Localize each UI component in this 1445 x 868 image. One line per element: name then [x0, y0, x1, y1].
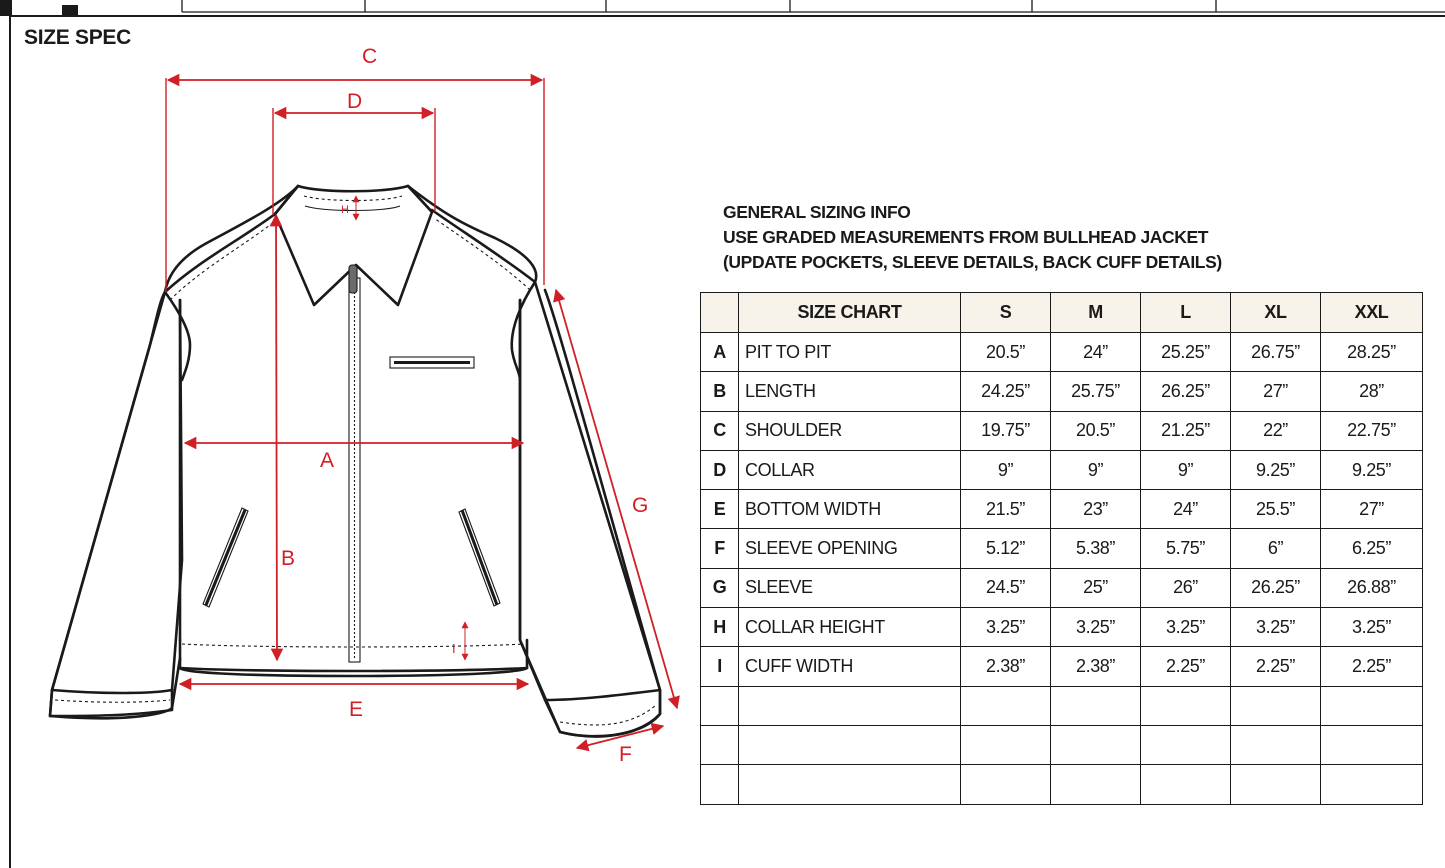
row-value-m: 24”: [1051, 333, 1141, 372]
row-value-xxl: 2.25”: [1321, 647, 1423, 686]
dim-label-e: E: [349, 698, 364, 721]
dimension-lines: [166, 78, 677, 748]
row-value-m: 9”: [1051, 450, 1141, 489]
row-measurement-name: PIT TO PIT: [739, 333, 961, 372]
row-value-l: 5.75”: [1141, 529, 1231, 568]
dim-label-i: I: [452, 641, 456, 656]
empty-cell: [739, 686, 961, 725]
header-size-l: L: [1141, 293, 1231, 333]
dim-label-a: A: [320, 449, 335, 472]
page-title: SIZE SPEC: [24, 26, 131, 49]
row-value-xl: 9.25”: [1231, 450, 1321, 489]
row-value-xl: 25.5”: [1231, 490, 1321, 529]
table-row: [701, 725, 1423, 764]
empty-cell: [961, 765, 1051, 804]
header-size-xl: XL: [1231, 293, 1321, 333]
table-row: [701, 490, 1423, 529]
table-row: [701, 647, 1423, 686]
empty-cell: [1141, 765, 1231, 804]
row-letter: G: [701, 568, 739, 607]
row-letter: A: [701, 333, 739, 372]
header-size-m: M: [1051, 293, 1141, 333]
row-value-s: 21.5”: [961, 490, 1051, 529]
row-value-xxl: 27”: [1321, 490, 1423, 529]
dim-label-h: H: [341, 204, 349, 216]
row-value-l: 21.25”: [1141, 411, 1231, 450]
header-size-s: S: [961, 293, 1051, 333]
row-letter: H: [701, 608, 739, 647]
dim-label-c: C: [362, 45, 378, 68]
table-row: [701, 686, 1423, 725]
empty-cell: [961, 686, 1051, 725]
row-value-xl: 26.75”: [1231, 333, 1321, 372]
table-header-row: [701, 293, 1423, 333]
empty-cell: [961, 725, 1051, 764]
empty-cell: [739, 765, 961, 804]
row-value-s: 9”: [961, 450, 1051, 489]
row-measurement-name: SHOULDER: [739, 411, 961, 450]
info-line-1: GENERAL SIZING INFO: [723, 202, 911, 222]
row-value-xl: 3.25”: [1231, 608, 1321, 647]
row-value-xl: 27”: [1231, 372, 1321, 411]
row-value-xl: 2.25”: [1231, 647, 1321, 686]
row-value-xxl: 22.75”: [1321, 411, 1423, 450]
table-row: [701, 450, 1423, 489]
row-measurement-name: LENGTH: [739, 372, 961, 411]
empty-cell: [1231, 686, 1321, 725]
row-value-m: 25.75”: [1051, 372, 1141, 411]
table-row: [701, 372, 1423, 411]
row-value-xxl: 6.25”: [1321, 529, 1423, 568]
row-value-s: 24.5”: [961, 568, 1051, 607]
header-size-xxl: XXL: [1321, 293, 1423, 333]
header-blank: [701, 293, 739, 333]
empty-cell: [739, 725, 961, 764]
general-sizing-info: [723, 200, 1222, 275]
empty-cell: [1231, 725, 1321, 764]
row-value-s: 3.25”: [961, 608, 1051, 647]
header-size-chart: SIZE CHART: [739, 293, 961, 333]
row-value-m: 20.5”: [1051, 411, 1141, 450]
row-value-xxl: 3.25”: [1321, 608, 1423, 647]
jacket-details: [55, 196, 655, 725]
size-chart-table: [700, 292, 1423, 805]
empty-cell: [1051, 725, 1141, 764]
row-value-xl: 6”: [1231, 529, 1321, 568]
size-chart-body: [701, 333, 1423, 805]
dim-label-b: B: [281, 547, 296, 570]
row-value-s: 24.25”: [961, 372, 1051, 411]
row-value-xxl: 26.88”: [1321, 568, 1423, 607]
empty-cell: [1141, 725, 1231, 764]
jacket-diagram: [0, 30, 700, 810]
row-measurement-name: SLEEVE OPENING: [739, 529, 961, 568]
row-letter: C: [701, 411, 739, 450]
row-value-m: 23”: [1051, 490, 1141, 529]
row-value-s: 2.38”: [961, 647, 1051, 686]
table-row: [701, 765, 1423, 804]
row-value-xl: 22”: [1231, 411, 1321, 450]
row-value-xxl: 28.25”: [1321, 333, 1423, 372]
row-value-m: 5.38”: [1051, 529, 1141, 568]
table-row: [701, 529, 1423, 568]
empty-cell: [701, 686, 739, 725]
row-value-m: 25”: [1051, 568, 1141, 607]
row-measurement-name: SLEEVE: [739, 568, 961, 607]
row-value-l: 3.25”: [1141, 608, 1231, 647]
row-letter: E: [701, 490, 739, 529]
row-value-l: 24”: [1141, 490, 1231, 529]
empty-cell: [1321, 765, 1423, 804]
row-value-l: 2.25”: [1141, 647, 1231, 686]
empty-cell: [1321, 725, 1423, 764]
row-value-l: 26.25”: [1141, 372, 1231, 411]
empty-cell: [1051, 765, 1141, 804]
table-row: [701, 411, 1423, 450]
empty-cell: [1051, 686, 1141, 725]
info-line-3: (UPDATE POCKETS, SLEEVE DETAILS, BACK CUFF DETAILS): [723, 252, 1222, 272]
row-value-m: 2.38”: [1051, 647, 1141, 686]
row-value-l: 25.25”: [1141, 333, 1231, 372]
dim-label-g: G: [632, 494, 649, 517]
row-value-xxl: 9.25”: [1321, 450, 1423, 489]
row-value-s: 20.5”: [961, 333, 1051, 372]
row-letter: I: [701, 647, 739, 686]
row-measurement-name: CUFF WIDTH: [739, 647, 961, 686]
empty-cell: [1141, 686, 1231, 725]
dim-label-f: F: [619, 743, 632, 766]
row-measurement-name: COLLAR HEIGHT: [739, 608, 961, 647]
row-value-xl: 26.25”: [1231, 568, 1321, 607]
empty-cell: [701, 765, 739, 804]
empty-cell: [1321, 686, 1423, 725]
row-value-xxl: 28”: [1321, 372, 1423, 411]
empty-cell: [701, 725, 739, 764]
row-letter: D: [701, 450, 739, 489]
row-value-m: 3.25”: [1051, 608, 1141, 647]
row-value-s: 19.75”: [961, 411, 1051, 450]
table-row: [701, 333, 1423, 372]
table-row: [701, 608, 1423, 647]
row-letter: F: [701, 529, 739, 568]
dim-label-d: D: [347, 90, 363, 113]
row-value-s: 5.12”: [961, 529, 1051, 568]
row-value-l: 26”: [1141, 568, 1231, 607]
row-measurement-name: BOTTOM WIDTH: [739, 490, 961, 529]
row-measurement-name: COLLAR: [739, 450, 961, 489]
row-value-l: 9”: [1141, 450, 1231, 489]
empty-cell: [1231, 765, 1321, 804]
info-line-2: USE GRADED MEASUREMENTS FROM BULLHEAD JACKET: [723, 227, 1209, 247]
table-row: [701, 568, 1423, 607]
row-letter: B: [701, 372, 739, 411]
